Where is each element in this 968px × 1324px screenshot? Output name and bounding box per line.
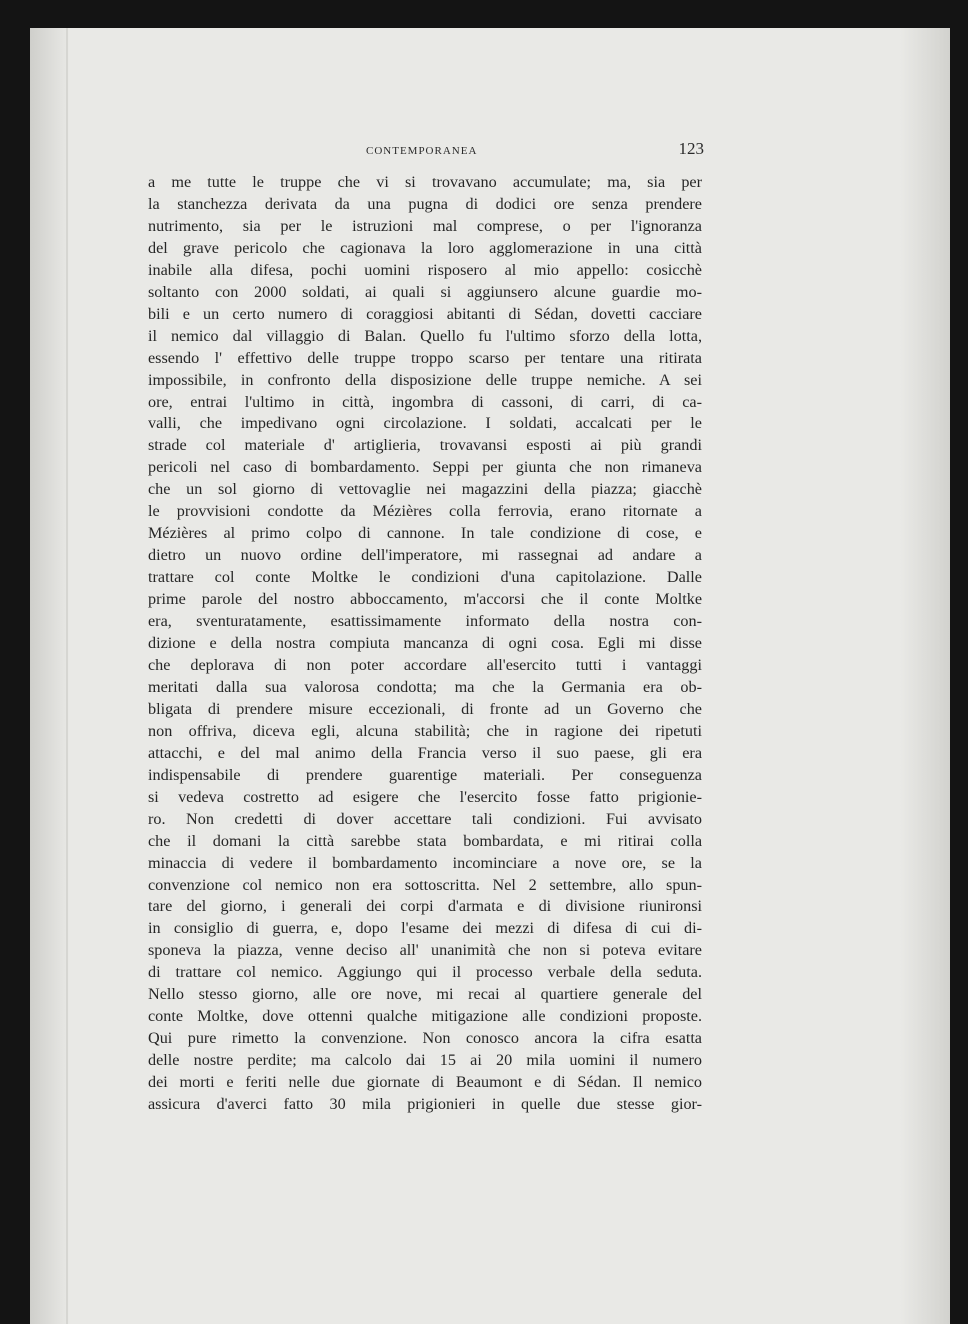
text-line: strade col materiale d' artiglieria, trovavansi esposti ai più grandi — [148, 436, 702, 455]
text-line: non offriva, diceva egli, alcuna stabilità; che in ragione dei ripetuti — [148, 721, 702, 740]
body-text — [148, 172, 702, 1116]
page-header — [148, 141, 702, 161]
running-head: CONTEMPORANEA — [366, 145, 478, 157]
text-line: che il domani la città sarebbe stata bombardata, e mi ritirai colla — [148, 831, 702, 850]
text-line: dietro un nuovo ordine dell'imperatore, mi rassegnai ad andare a — [148, 546, 702, 565]
text-line: delle nostre perdite; ma calcolo dai 15 ai 20 mila uomini il numero — [148, 1051, 702, 1070]
page-gutter-shadow — [30, 28, 70, 1324]
text-line: convenzione col nemico non era sottoscritta. Nel 2 settembre, allo spun- — [148, 875, 702, 894]
page-number: 123 — [678, 139, 704, 158]
text-line: minaccia di vedere il bombardamento incominciare a nove ore, se la — [148, 853, 702, 872]
text-line: prime parole del nostro abboccamento, m'accorsi che il conte Moltke — [148, 590, 702, 609]
text-line: meritati dalla sua valorosa condotta; ma che la Germania era ob- — [148, 677, 702, 696]
text-line: attacchi, e del mal animo della Francia verso il suo paese, gli era — [148, 743, 702, 762]
text-line: che un sol giorno di vettovaglie nei magazzini della piazza; giacchè — [148, 480, 702, 499]
text-line: in consiglio di guerra, e, dopo l'esame dei mezzi di difesa di cui di- — [148, 919, 702, 938]
text-line: Qui pure rimetto la convenzione. Non conosco ancora la cifra esatta — [148, 1029, 702, 1048]
text-line: si vedeva costretto ad esigere che l'esercito fosse fatto prigionie- — [148, 787, 702, 806]
text-line: il nemico dal villaggio di Balan. Quello fu l'ultimo sforzo della lotta, — [148, 326, 702, 345]
page-edge-shadow — [900, 28, 950, 1324]
text-line: dizione e della nostra compiuta mancanza di ogni cosa. Egli mi disse — [148, 634, 702, 653]
text-line: le provvisioni condotte da Mézières colla ferrovia, erano ritornate a — [148, 502, 702, 521]
text-line: Nello stesso giorno, alle ore nove, mi recai al quartiere generale del — [148, 985, 702, 1004]
text-line: a me tutte le truppe che vi si trovavano accumulate; ma, sia per — [148, 173, 702, 191]
text-line: conte Moltke, dove ottenni qualche mitigazione alle condizioni proposte. — [148, 1007, 702, 1026]
text-line: trattare col conte Moltke le condizioni d'una capitolazione. Dalle — [148, 568, 702, 587]
text-line: che deplorava di non poter accordare all'esercito tutti i vantaggi — [148, 655, 702, 674]
text-line: bili e un certo numero di coraggiosi abitanti di Sédan, dovetti cacciare — [148, 304, 702, 323]
text-line: bligata di prendere misure eccezionali, di fronte ad un Governo che — [148, 699, 702, 718]
text-line: valli, che impedivano ogni circolazione. I soldati, accalcati per le — [148, 414, 702, 433]
text-line: era, sventuratamente, esattissimamente informato della nostra con- — [148, 612, 702, 631]
text-line: tare del giorno, i generali dei corpi d'armata e di divisione riunironsi — [148, 897, 702, 916]
text-line: impossibile, in confronto della disposizione delle truppe nemiche. A sei — [148, 370, 702, 389]
page-fold-line — [66, 28, 68, 1324]
text-line: la stanchezza derivata da una pugna di dodici ore senza prendere — [148, 194, 702, 213]
text-line: essendo l' effettivo delle truppe troppo scarso per tentare una ritirata — [148, 348, 702, 367]
text-line: sponeva la piazza, venne deciso all' unanimità che non si poteva evitare — [148, 941, 702, 960]
text-line: pericoli nel caso di bombardamento. Seppi per giunta che non rimaneva — [148, 458, 702, 477]
text-line: Mézières al primo colpo di cannone. In tale condizione di cose, e — [148, 524, 702, 543]
text-line: di trattare col nemico. Aggiungo qui il processo verbale della seduta. — [148, 963, 702, 982]
text-line: ro. Non credetti di dover accettare tali condizioni. Fui avvisato — [148, 809, 702, 828]
text-line: dei morti e feriti nelle due giornate di Beaumont e di Sédan. Il nemico — [148, 1073, 702, 1092]
text-line: assicura d'averci fatto 30 mila prigionieri in quelle due stesse gior- — [148, 1095, 702, 1114]
text-line: inabile alla difesa, pochi uomini risposero al mio appello: cosicchè — [148, 260, 702, 279]
text-line: ore, entrai l'ultimo in città, ingombra di cassoni, di carri, di ca- — [148, 392, 702, 411]
text-line: nutrimento, sia per le istruzioni mal comprese, o per l'ignoranza — [148, 216, 702, 235]
text-line: indispensabile di prendere guarentige materiali. Per conseguenza — [148, 765, 702, 784]
text-line: soltanto con 2000 soldati, ai quali si aggiunsero alcune guardie mo- — [148, 282, 702, 301]
text-line: del grave pericolo che cagionava la loro agglomerazione in una città — [148, 238, 702, 257]
